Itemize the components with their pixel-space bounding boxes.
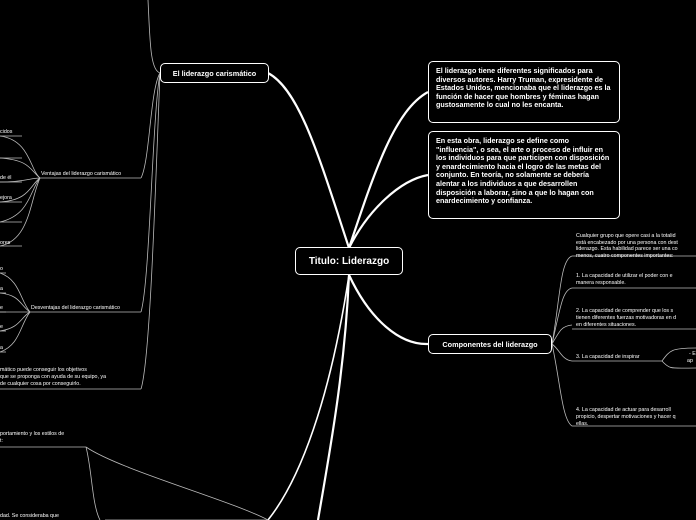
carismatico-node[interactable] — [160, 63, 269, 83]
carismatico-note-line-1: mático puede conseguir los objetivos — [0, 367, 87, 373]
intro-line-3: liderazgo. Esta habilidad parece ser una co — [576, 246, 678, 252]
lower-left-bottom-text[interactable]: dad. Se consideraba que — [0, 513, 59, 519]
definition-node-2[interactable] — [428, 131, 620, 219]
desventajas-item-5[interactable]: a — [0, 345, 3, 351]
componente-3-sub-2[interactable]: ap — [687, 358, 693, 364]
intro-line-2: está encabezado por una persona con dest — [576, 239, 678, 246]
desventajas-item-4[interactable]: e — [0, 324, 3, 330]
ventajas-item-6[interactable]: ores — [0, 240, 11, 246]
componente-1-line-2: manera responsable. — [576, 280, 626, 286]
lower-left-line-1: portamiento y los estilos de — [0, 431, 65, 437]
componente-2-line-2: tienen diferentes fuerzas motivadoras en d — [576, 315, 677, 321]
lower-left-line-2: t: — [0, 438, 3, 444]
carismatico-title: El liderazgo carismático — [172, 68, 257, 78]
componente-1-line-1: 1. La capacidad de utilizar el poder con e — [576, 273, 673, 279]
central-topic-title: Titulo: Liderazgo — [308, 255, 390, 267]
componente-2-line-1: 2. La capacidad de comprender que los s — [576, 308, 674, 314]
componente-4-line-2: propicio, despertar motivaciones y hacer q — [576, 414, 676, 420]
ventajas-item-3[interactable]: de él — [0, 175, 12, 181]
carismatico-note-line-2: que se proponga con ayuda de su equipo, ya — [0, 374, 107, 380]
componentes-title: Componentes del liderazgo — [442, 339, 538, 349]
componentes-node[interactable] — [428, 334, 552, 354]
ventajas-item-4[interactable]: ejora — [0, 195, 12, 201]
ventajas-label[interactable]: Ventajas del liderazgo carismático — [41, 171, 122, 177]
ventajas-item-1[interactable]: cidos — [0, 129, 13, 135]
definition-node-1[interactable] — [428, 61, 620, 123]
componente-3-sub-1[interactable]: - E — [689, 351, 696, 357]
definition-text-1: El liderazgo tiene diferentes significados para diversos autores. Harry Truman, expresidente de Estados Unidos, mencionaba que el liderazgo es la función de hacer que hombres y féminas hagan gustosamente lo cual no les encanta. — [436, 66, 611, 110]
desventajas-item-1[interactable]: o — [0, 266, 3, 272]
desventajas-item-2[interactable]: a — [0, 286, 3, 292]
intro-line-1: Cualquier grupo que opere casi a la totalid — [576, 233, 676, 239]
componente-4-line-1: 4. La capacidad de actuar para desarroll — [576, 407, 671, 413]
componente-2-line-3: en diferentes situaciones. — [576, 322, 637, 328]
componente-4-line-3: ellas. — [576, 421, 589, 427]
componente-3[interactable]: 3. La capacidad de inspirar — [576, 354, 640, 360]
carismatico-note-line-3: de cualquier cosa por conseguirlo. — [0, 381, 81, 387]
central-topic-node[interactable] — [295, 247, 403, 275]
intro-line-4: menos, cuatro componentes importantes: — [576, 252, 674, 259]
desventajas-label[interactable]: Desventajas del liderazgo carismático — [31, 305, 120, 311]
desventajas-item-3[interactable]: e — [0, 305, 3, 311]
definition-text-2: En esta obra, liderazgo se define como "influencia", o sea, el arte o proceso de influir en los individuos para que participen con disposición y enardecimiento hacia el logro de las metas del conjunto. En teoría, no solamente se debería alentar a los individuos a que desarrollen disposición a laborar, sino a que lo hagan con enardecimiento y confianza. — [436, 136, 610, 206]
